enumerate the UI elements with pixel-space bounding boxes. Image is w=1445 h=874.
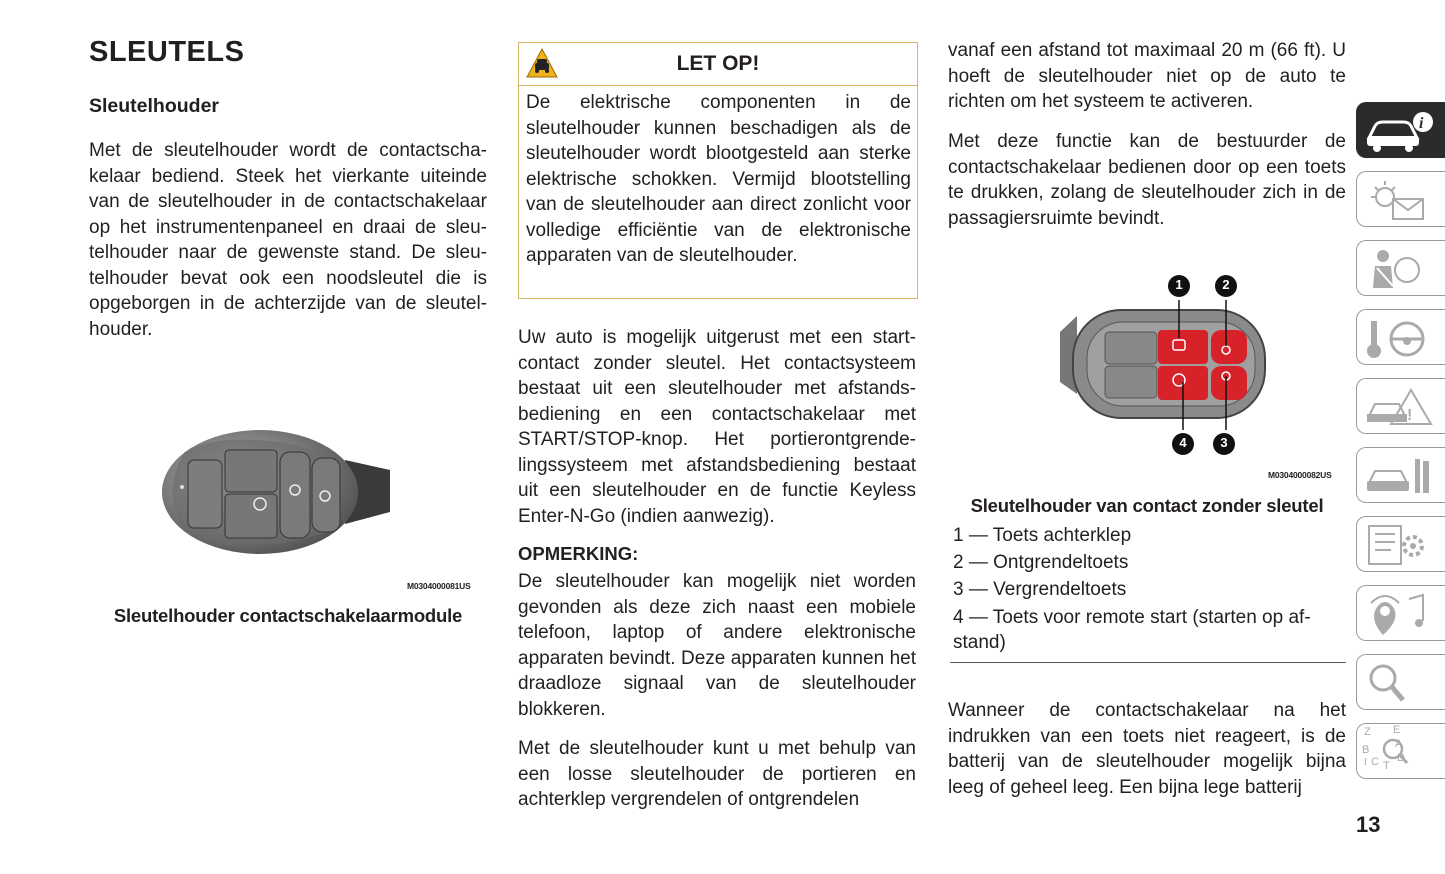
caution-box (518, 42, 918, 299)
keyless-paragraph: Uw auto is mogelijk uitgerust met een startcontact zonder sleutel. Het contactsysteem bestaat uit een sleutelhouder met afstandsbediening en een contactschakelaar met START/STOP-knop. Het portierontgrendelingssysteem met afstandsbediening bestaat uit een sleutelhouder en de functie Keyless Enter-N-Go (indien aanwezig). (518, 327, 916, 527)
index-icon (1363, 660, 1443, 706)
index-letter: B (1362, 744, 1370, 756)
keyless-fob-image (1055, 270, 1275, 460)
index-letter: I (1364, 757, 1367, 768)
servicing-icon (1363, 453, 1443, 499)
emergency-icon (1363, 384, 1443, 430)
tab-warning-lights[interactable] (1356, 171, 1445, 227)
index-letter: Z (1364, 726, 1371, 738)
list-item: 2 — Ontgrendeltoets (953, 552, 1129, 573)
page-number: 13 (1356, 812, 1381, 837)
starting-driving-icon (1363, 315, 1443, 361)
specifications-icon (1363, 522, 1443, 568)
safety-icon (1363, 246, 1443, 292)
callout-3: 3 (1220, 435, 1228, 450)
figure2-code: M0304000082US (1268, 470, 1332, 480)
figure1-code: M0304000081US (407, 581, 471, 591)
index-letter: D (1397, 752, 1405, 764)
note-text: De sleutelhouder kan mogelijk niet worden gevonden als deze zich naast een mobiele telefoon, laptop of andere elektronische apparaten bevindt. Deze apparaten kunnen het draadloze signaal van de sleutelhouder blokkeren. (518, 571, 916, 720)
index-letter: T (1383, 760, 1390, 772)
tab-emergency[interactable] (1356, 378, 1445, 434)
legend-list (953, 522, 1345, 655)
caution-header (519, 43, 917, 86)
svg-text:i: i (1419, 115, 1424, 132)
tab-alphabetical-index[interactable] (1356, 723, 1445, 779)
car-info-icon (1363, 108, 1443, 154)
function-paragraph: Met deze functie kan de bestuurder de contactschakelaar bedienen door op een toets te drukken, zolang de sleutelhouder zich in de passagiersruimte bevindt. (948, 131, 1346, 229)
key-fob-image (150, 392, 400, 582)
caution-title: LET OP! (676, 52, 760, 75)
figure2-caption: Sleutelhouder van contact zonder sleutel (970, 495, 1324, 516)
note-heading: OPMERKING: (518, 543, 639, 564)
tab-starting-driving[interactable] (1356, 309, 1445, 365)
multimedia-icon (1363, 591, 1443, 637)
svg-text:!: ! (1407, 407, 1413, 424)
caution-text: De elektrische componenten in de sleutelhouder kunnen beschadigen als de sleutelhouder wordt blootgesteld aan sterke elektrische schokken. Vermijd blootstelling van de sleutelhouder aan direct zonlicht voor volledige efficiëntie van de elektronische apparaten van de sleutelhouder. (526, 92, 911, 266)
tab-multimedia[interactable] (1356, 585, 1445, 641)
callout-1: 1 (1175, 277, 1183, 292)
figure1-caption: Sleutelhouder contactschakelaarmodule (113, 605, 463, 626)
remote-paragraph: Met de sleutelhouder kunt u met behulp van een losse sleutelhouder de portieren en achterklep vergrendelen of ontgrendelen (518, 738, 916, 810)
divider (950, 662, 1346, 663)
list-item: 4 — Toets voor remote start (starten op afstand) (953, 607, 1311, 653)
index-letter: A (1395, 738, 1403, 750)
callout-4: 4 (1179, 435, 1187, 450)
tab-specifications[interactable] (1356, 516, 1445, 572)
list-item: 1 — Toets achterklep (953, 525, 1132, 546)
callout-2: 2 (1222, 277, 1230, 292)
tab-car-info[interactable] (1356, 102, 1445, 158)
warning-lights-icon (1363, 177, 1443, 223)
intro-paragraph: Met de sleutelhouder wordt de contactschakelaar bediend. Steek het vierkante uiteinde van de sleutelhouder in de contactschakelaar op het instrumentenpaneel en draai de sleutelhouder naar de gewenste stand. De sleutelhouder bevat ook een noodsleutel die is opgeborgen in de achterzijde van de sleutelhouder. (89, 140, 487, 340)
section-subtitle: Sleutelhouder (89, 95, 220, 117)
tab-servicing[interactable] (1356, 447, 1445, 503)
tab-safety[interactable] (1356, 240, 1445, 296)
index-letter: C (1371, 756, 1379, 768)
list-item: 3 — Vergrendeltoets (953, 579, 1127, 600)
page-title: SLEUTELS (89, 36, 245, 68)
range-paragraph: vanaf een afstand tot maximaal 20 m (66 ft). U hoeft de sleutelhouder niet op de auto te richten om het systeem te activeren. (948, 40, 1346, 112)
tab-index[interactable] (1356, 654, 1445, 710)
battery-paragraph: Wanneer de contactschakelaar na het indrukken van een toets niet reageert, is de batterij van de sleutelhouder mogelijk bijna leeg of geheel leeg. Een bijna lege batterij (948, 700, 1346, 798)
index-letter: E (1393, 724, 1401, 736)
